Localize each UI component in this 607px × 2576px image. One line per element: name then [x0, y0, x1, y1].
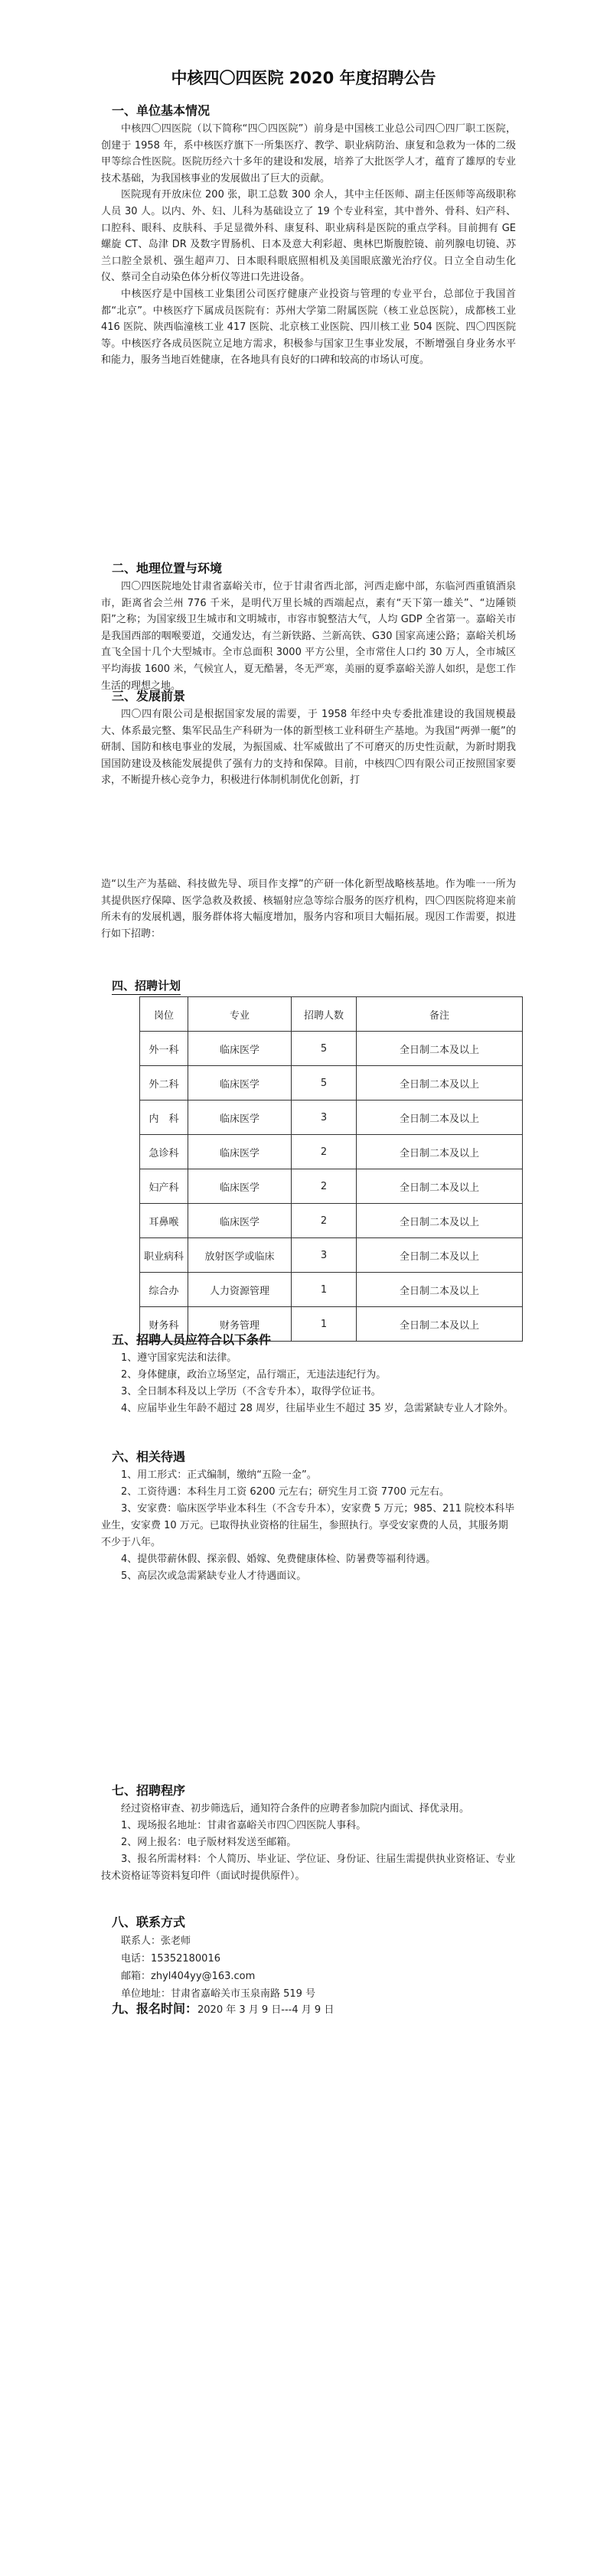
paragraph: 中核医疗是中国核工业集团公司医疗健康产业投资与管理的专业平台，总部位于我国首都“北京”。中核医疗下属成员医院有：苏州大学第二附属医院（核工业总医院），成都核工业 416 医院、陕西临潼核工业 417 医院、北京核工业医院、四川核工业 504 医院、四〇四医院等。中核医疗各成员医院立足地方需求，积极参与国家卫生事业发展，不断增强自身业务水平和能力，服务当地百姓健康，在各地具有良好的口碑和较高的市场认可度。 — [101, 288, 516, 367]
contact-phone: 电话：15352180016 — [121, 1953, 220, 1965]
section-heading — [101, 2001, 197, 2016]
paragraph: 经过资格审查、初步筛选后，通知符合条件的应聘者参加院内面试、择优录用。 — [121, 1803, 470, 1815]
table-cell: 1 — [292, 1273, 357, 1307]
table-row — [140, 1169, 523, 1204]
table-cell: 临床医学 — [188, 1032, 292, 1066]
table-row — [140, 1135, 523, 1169]
table-cell: 临床医学 — [188, 1135, 292, 1169]
table-cell: 全日制二本及以上 — [357, 1238, 523, 1273]
list-item: 3、安家费：临床医学毕业本科生（不含专升本），安家费 5 万元；985、211 院校本科毕业生，安家费 10 万元。已取得执业资格的往届生，参照执行。享受安家费的人员，其服务期不少于八年。 — [101, 1503, 515, 1548]
paragraph: 中核四〇四医院（以下简称“四〇四医院”）前身是中国核工业总公司四〇四厂职工医院，创建于 1958 年，系中核医疗旗下一所集医疗、教学、职业病防治、康复和急救为一体的二级甲等综合性医院。医院历经六十多年的建设和发展，培养了大批医学人才，蕴育了雄厚的专业技术基础，为我国核事业的发展做出了巨大的贡献。 — [101, 123, 516, 184]
table-cell: 1 — [292, 1307, 357, 1342]
table-cell: 全日制二本及以上 — [357, 1032, 523, 1066]
section-heading: 二、地理位置与环境 — [112, 561, 223, 576]
section-heading: 三、发展前景 — [112, 689, 186, 703]
section-heading: 一、单位基本情况 — [112, 103, 210, 118]
section-benefits — [101, 1447, 516, 1585]
list-item: 2、工资待遇：本科生月工资 6200 元左右；研究生月工资 7700 元左右。 — [121, 1486, 449, 1498]
table-cell: 3 — [292, 1238, 357, 1273]
list-item: 1、现场报名地址：甘肃省嘉峪关市四〇四医院人事科。 — [121, 1819, 367, 1831]
column-header: 专业 — [188, 997, 292, 1032]
list-item: 2、网上报名：电子版材料发送至邮箱。 — [121, 1836, 297, 1848]
table-cell: 外一科 — [140, 1032, 188, 1066]
table-cell: 2 — [292, 1169, 357, 1204]
section-basic-info — [101, 101, 516, 369]
table-row — [140, 1204, 523, 1238]
table-row — [140, 1032, 523, 1066]
table-cell: 3 — [292, 1101, 357, 1135]
table-cell: 财务科 — [140, 1307, 188, 1342]
list-item: 2、身体健康，政治立场坚定，品行端正，无违法违纪行为。 — [121, 1369, 387, 1381]
table-cell: 外二科 — [140, 1066, 188, 1101]
table-cell: 全日制二本及以上 — [357, 1101, 523, 1135]
table-cell: 2 — [292, 1135, 357, 1169]
registration-time-value: 2020 年 3 月 9 日---4 月 9 日 — [197, 2004, 335, 2016]
table-header-row — [140, 997, 523, 1032]
list-item: 3、报名所需材料：个人简历、毕业证、学位证、身份证、往届生需提供执业资格证、专业技术资格证等资料复印件（面试时提供原件）。 — [101, 1853, 516, 1882]
page-title: 中核四〇四医院 2020 年度招聘公告 — [171, 69, 436, 87]
contact-email: 邮箱：zhyl404yy@163.com — [121, 1971, 256, 1982]
section-heading: 七、招聘程序 — [112, 1783, 186, 1798]
section-requirements — [101, 1330, 516, 1417]
table-row — [140, 1101, 523, 1135]
section-heading: 六、相关待遇 — [112, 1449, 186, 1464]
section-heading-recruitment-plan: 四、招聘计划 — [112, 978, 181, 995]
table-cell: 全日制二本及以上 — [357, 1066, 523, 1101]
table-cell: 5 — [292, 1032, 357, 1066]
paragraph: 四〇四医院地处甘肃省嘉峪关市，位于甘肃省西北部，河西走廊中部，东临河西重镇酒泉市，距离省会兰州 776 千米，是明代万里长城的西端起点，素有“天下第一雄关”、“边陲锁阳”之称；为国家级卫生城市和文明城市，市容市貌整洁大气，人均 GDP 全省第一。嘉峪关市是我国西部的咽喉要道，交通发达，有兰新铁路、兰新高铁、G30 国家高速公路；嘉峪关机场直飞全国十几个大型城市。全市总面积 3000 平方公里，全市常住人口约 30 万人，全市城区平均海拔 1600 米，气候宜人，夏无酷暑，冬无严寒，美丽的夏季嘉峪关游人如织，是您工作生活的理想之地。 — [101, 581, 516, 692]
section-registration-time — [101, 1999, 516, 2019]
list-item: 1、遵守国家宪法和法律。 — [121, 1352, 237, 1364]
list-item: 1、用工形式：正式编制，缴纳“五险一金”。 — [121, 1469, 317, 1481]
table-cell: 妇产科 — [140, 1169, 188, 1204]
table-cell: 急诊科 — [140, 1135, 188, 1169]
paragraph: 四〇四有限公司是根据国家发展的需要，于 1958 年经中央专委批准建设的我国规模最大、体系最完整、集军民品生产科研为一体的新型核工业科研生产基地。为我国“两弹一艇”的研制、国防和核电事业的发展，为振国威、壮军威做出了不可磨灭的历史性贡献，为新时期我国国防建设及核能发展提供了强有力的支持和保障。目前，中核四〇四有限公司正按照国家要求，不断提升核心竞争力，积极进行体制机制优化创新，打 — [101, 709, 516, 787]
table-cell: 综合办 — [140, 1273, 188, 1307]
table-cell: 职业病科 — [140, 1238, 188, 1273]
table-cell: 临床医学 — [188, 1204, 292, 1238]
table-cell: 财务管理 — [188, 1307, 292, 1342]
section-location — [101, 559, 516, 694]
recruitment-table — [139, 996, 523, 1342]
table-cell: 临床医学 — [188, 1169, 292, 1204]
table-cell: 全日制二本及以上 — [357, 1204, 523, 1238]
table-cell: 全日制二本及以上 — [357, 1135, 523, 1169]
paragraph: 医院现有开放床位 200 张，职工总数 300 余人，其中主任医师、副主任医师等高级职称人员 30 人。以内、外、妇、儿科为基础设立了 19 个专业科室，其中普外、骨科、妇产科、口腔科、眼科、皮肤科、手足显微外科、康复科、职业病科是医院的重点学科。目前拥有 GE 螺旋 CT、岛津 DR 及数字胃肠机、日本及意大利彩超、奥林巴斯腹腔镜、前列腺电切镜、苏兰口腔全景机、强生超声刀、日本眼科眼底照相机及美国眼底激光治疗仪。日立全自动生化仪、蔡司全自动染色体分析仪等进口先进设备。 — [101, 189, 516, 284]
table-cell: 人力资源管理 — [188, 1273, 292, 1307]
column-header: 招聘人数 — [292, 997, 357, 1032]
section-prospects — [101, 686, 516, 789]
section-heading: 五、招聘人员应符合以下条件 — [112, 1332, 272, 1347]
section-heading: 八、联系方式 — [112, 1915, 186, 1929]
table-row — [140, 1066, 523, 1101]
table-cell: 临床医学 — [188, 1066, 292, 1101]
list-item: 4、提供带薪休假、探亲假、婚嫁、免费健康体检、防暑费等福利待遇。 — [121, 1554, 436, 1565]
contact-person: 联系人：张老师 — [121, 1935, 191, 1947]
table-cell: 放射医学或临床 — [188, 1238, 292, 1273]
column-header: 岗位 — [140, 997, 188, 1032]
section-procedure — [101, 1781, 516, 1885]
section-contact — [101, 1912, 516, 2003]
contact-address: 单位地址：甘肃省嘉峪关市玉泉南路 519 号 — [121, 1988, 316, 2000]
section-prospects-continued — [101, 876, 516, 942]
table-cell: 全日制二本及以上 — [357, 1169, 523, 1204]
table-cell: 内 科 — [140, 1101, 188, 1135]
list-item: 5、高层次或急需紧缺专业人才待遇面议。 — [121, 1570, 307, 1582]
table-cell: 全日制二本及以上 — [357, 1273, 523, 1307]
column-header: 备注 — [357, 997, 523, 1032]
table-cell: 临床医学 — [188, 1101, 292, 1135]
table-row — [140, 1238, 523, 1273]
list-item: 4、应届毕业生年龄不超过 28 周岁，往届毕业生不超过 35 岁，急需紧缺专业人才除外。 — [121, 1403, 514, 1414]
table-cell: 耳鼻喉 — [140, 1204, 188, 1238]
table-cell: 5 — [292, 1066, 357, 1101]
table-row — [140, 1273, 523, 1307]
table-cell: 全日制二本及以上 — [357, 1307, 523, 1342]
registration-time-label: 九、报名时间： — [112, 2001, 198, 2016]
paragraph: 造“以生产为基础、科技做先导、项目作支撑”的产研一体化新型战略核基地。作为唯一一所为其提供医疗保障、医学急救及救援、核辐射应急等综合服务的医疗机构，四〇四医院将迎来前所未有的发展机遇，服务群体将大幅度增加，服务内容和项目大幅拓展。现因工作需要，拟进行如下招聘： — [101, 879, 516, 940]
list-item: 3、全日制本科及以上学历（不含专升本），取得学位证书。 — [121, 1386, 381, 1397]
table-cell: 2 — [292, 1204, 357, 1238]
